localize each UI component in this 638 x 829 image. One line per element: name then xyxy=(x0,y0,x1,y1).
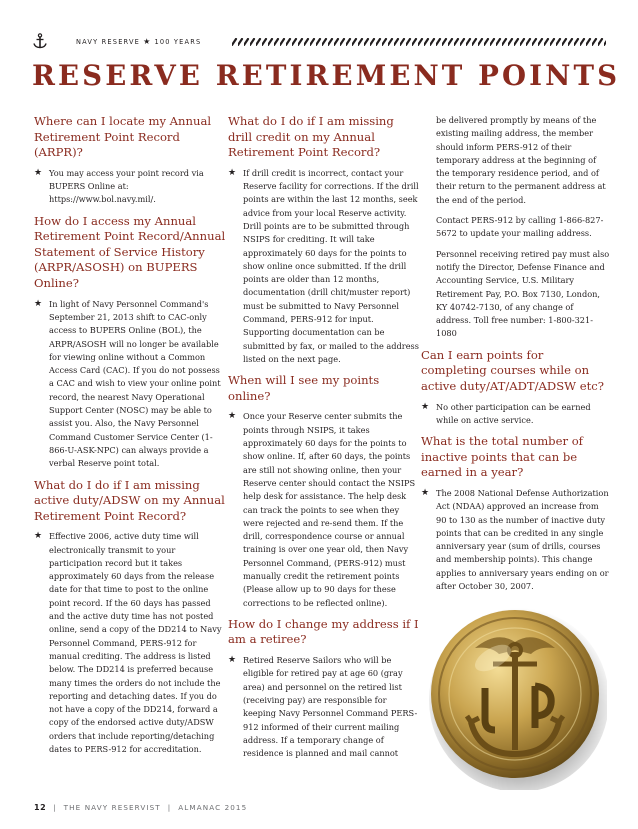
answer-missing-active-duty xyxy=(34,530,226,756)
footer-divider: | xyxy=(53,803,57,812)
column-3 xyxy=(421,114,611,600)
star-bullet-icon: ★ xyxy=(228,655,237,666)
answer-points-online xyxy=(228,410,420,609)
question-missing-active-duty: What do I do if I am missing active duty/ADSW on my Annual Retirement Point Record? xyxy=(34,477,225,523)
issue-name: ALMANAC 2015 xyxy=(178,803,248,812)
answer-earn-points-courses xyxy=(421,401,611,428)
answer-arpr-location xyxy=(34,167,226,207)
answer-text: No other participation can be earned while on active service. xyxy=(436,401,591,425)
question-earn-points-courses: Can I earn points for completing courses while on active duty/AT/ADT/ADSW etc? xyxy=(421,347,604,393)
star-bullet-icon: ★ xyxy=(228,411,237,422)
star-bullet-icon: ★ xyxy=(421,487,430,498)
footer xyxy=(34,803,247,812)
star-bullet-icon: ★ xyxy=(421,401,430,412)
answer-text: Retired Reserve Sailors who will be eligible for retired pay at age 60 (gray area) and personnel on the retired list (receiving pay) are responsible for keeping Navy Personnel Command PERS-912 informed of their current mailing address. If a temporary change of residence is planned and mail cannot xyxy=(243,655,418,759)
header-label-left: NAVY RESERVE xyxy=(76,38,141,46)
answer-change-address xyxy=(228,654,420,760)
answer-text: If drill credit is incorrect, contact your Reserve facility for corrections. If the drill points are within the last 12 months, seek advice from your local Reserve activity. Drill points are to be submitted through NSIPS for crediting. It will take approximately 60 days for the points to show online once submitted. If the drill points are older than 12 months, documentation (drill chit/muster report) must be submitted to Navy Personnel Command, PERS-912 for input. Supporting documentation can be submitted by fax, or mailed to the address listed on the next page. xyxy=(243,167,419,364)
star-bullet-icon: ★ xyxy=(34,167,43,178)
rope-divider xyxy=(232,38,606,46)
retired-pay-notice: Personnel receiving retired pay must also notify the Director, Defense Finance and Accounting Service, U.S. Military Retirement Pay, P.O. Box 7130, London, KY 40742-7130, of any change of address. Toll free number: 1-800-321-1080 xyxy=(436,248,610,339)
answer-access-arpr xyxy=(34,298,226,471)
footer-divider: | xyxy=(167,803,172,812)
page-title: RESERVE RETIREMENT POINTS xyxy=(32,59,621,92)
question-access-arpr: How do I access my Annual Retirement Point Record/Annual Statement of Service History (ARPR/ASOSH) on BUPERS Online? xyxy=(34,213,226,291)
star-bullet-icon: ★ xyxy=(34,531,43,542)
column-1 xyxy=(34,114,226,763)
header-label-right: 100 YEARS xyxy=(154,38,202,46)
publication-name: THE NAVY RESERVIST xyxy=(63,803,161,812)
header-star-icon: ★ xyxy=(143,37,152,46)
anchor-icon xyxy=(32,33,48,49)
answer-change-address-continued: be delivered promptly by means of the existing mailing address, the member should inform PERS-912 of their temporary address at the beginning of the temporary residence period, and of their return to the permanent address at the end of the period. xyxy=(436,115,606,205)
answer-text: The 2008 National Defense Authorization Act (NDAA) approved an increase from 90 to 130 as the number of inactive duty points that can be credited in any single anniversary year (sum of drills, courses and membership points). This change applies to anniversary years ending on or after October 30, 2007. xyxy=(436,487,609,591)
star-bullet-icon: ★ xyxy=(228,167,237,178)
question-arpr-location: Where can I locate my Annual Retirement Point Record (ARPR)? xyxy=(34,114,212,160)
header-bar xyxy=(32,36,606,48)
answer-missing-drill-credit xyxy=(228,167,420,366)
question-inactive-points: What is the total number of inactive points that can be earned in a year? xyxy=(421,434,583,480)
question-change-address: How do I change my address if I am a retiree? xyxy=(228,616,419,647)
answer-text: Effective 2006, active duty time will electronically transmit to your participation record but it takes approximately 60 days from the release date for that time to post to the online point record. If the 60 days has passed and the active duty time has not posted online, send a copy of the DD214 to Navy Personnel Command, PERS-912 for manual crediting. The address is listed below. The DD214 is preferred because many times the orders do not include the reporting and detaching dates. If you do not have a copy of the DD214, forward a copy of the endorsed active duty/ADSW orders that include reporting/detaching dates to PERS-912 for accreditation. xyxy=(49,531,222,755)
star-bullet-icon: ★ xyxy=(34,298,43,309)
answer-text: Once your Reserve center submits the points through NSIPS, it takes approximately 60 days for the points to show online. If, after 60 days, the points are still not showing online, then your Reserve center should contact the NSIPS help desk for assistance. The help desk can track the points to see when they were rejected and re-send them. If the drill, correspondence course or annual training is over one year old, then Navy Personnel Command, (PERS-912) must manually credit the retirement points (Please allow up to 90 days for these corrections to be reflected online). xyxy=(243,411,416,608)
column-2 xyxy=(228,114,420,767)
answer-inactive-points xyxy=(421,487,611,593)
question-missing-drill-credit: What do I do if I am missing drill credit on my Annual Retirement Point Record? xyxy=(228,114,394,160)
answer-text: You may access your point record via BUPERS Online at: https://www.bol.navy.mil/. xyxy=(49,167,204,205)
page-number: 12 xyxy=(34,803,47,812)
question-points-online: When will I see my points online? xyxy=(228,373,380,403)
answer-text: In light of Navy Personnel Command's September 21, 2013 shift to CAC-only access to BUPERS Online (BOL), the ARPR/ASOSH will no longer be available for viewing online without a Common Access Card (CAC). If you do not possess a CAC and wish to view your online point record, the nearest Navy Operational Support Center (NOSC) may be able to assist you. Also, the Navy Personnel Command Customer Service Center (1-866-U-ASK-NPC) can always provide a verbal Reserve point total. xyxy=(49,298,221,469)
navy-button-icon xyxy=(427,600,607,790)
contact-pers-912: Contact PERS-912 by calling 1-866-827-5672 to update your mailing address. xyxy=(436,215,604,239)
header-label xyxy=(76,37,201,46)
